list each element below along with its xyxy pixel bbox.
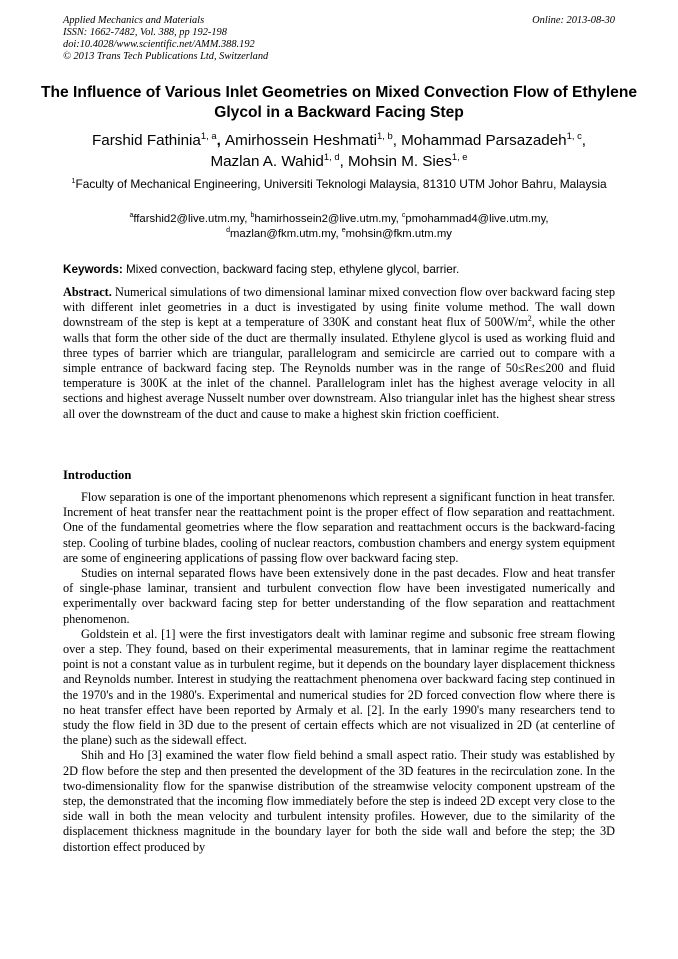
author-affiliation-mark: 1, b <box>376 129 393 141</box>
email-separator: , <box>244 213 251 225</box>
keywords-text: Mixed convection, backward facing step, ethylene glycol, barrier. <box>122 263 460 276</box>
email-mark: a <box>129 212 134 220</box>
paragraph: Goldstein et al. [1] were the first investigators dealt with laminar regime and subsonic free stream flowing over a step. They found, based on their experimental measurements, that in laminar regime the reattachment point is not a constant value as in turbulent regime, but it depends on the boundary layer displacement thickness and Reynolds number. Interest in studying the reattachment phenomena over backward facing step continued in the 1970's and in the 1980's. Experimental and numerical studies for 2D forced convection flow where there is no heat transfer effect have been reported by Armaly et al. [2]. In the early 1990's many researchers tend to study the flow field in 3D due to the present of certain effects which are not visualized in 2D (at centerline of the plane) such as the sidewall effect. <box>63 626 615 748</box>
author-separator: , <box>216 132 226 149</box>
paragraph: Shih and Ho [3] examined the water flow field behind a small aspect ratio. Their study was established by 2D flow before the step and then presented the development of the 3D features in the recirculation zone. In the two-dimensionality flow for the spanwise distribution of the streamwise velocity component upstream of the step, the demonstrated that the incoming flow immediately before the step is indeed 2D except very close to the side wall in both the mean velocity and turbulent intensity profiles. However, due to the similarity of the displacement thickness magnitude in the boundary layer for both the side wall and before the step; the 3D distortion effect produced by <box>63 748 615 854</box>
email-address[interactable]: mohsin@fkm.utm.my <box>345 228 452 240</box>
email-address[interactable]: pmohammad4@live.utm.my, <box>405 213 549 225</box>
author-list <box>40 130 638 172</box>
journal-name: Applied Mechanics and Materials <box>63 15 205 26</box>
author-separator: , <box>581 132 587 149</box>
author-affiliation-mark: 1, e <box>451 150 468 162</box>
paragraph: Studies on internal separated flows have been extensively done in the past decades. Flow and heat transfer of single-phase laminar, transient and turbulent convection flow have been investigated numerically and experimentally over backward facing step for better understanding of the flow separation and reattachment phenomenon. <box>63 566 615 626</box>
email-address[interactable]: hamirhossein2@live.utm.my <box>254 213 396 225</box>
issn-line: ISSN: 1662-7482, Vol. 388, pp 192-198 <box>63 27 227 38</box>
section-heading: Introduction <box>63 468 132 482</box>
email <box>226 228 342 240</box>
online-date: Online: 2013-08-30 <box>532 15 615 26</box>
author-affiliation-mark: 1, c <box>566 129 582 141</box>
abstract-superscript: 2 <box>527 314 532 324</box>
abstract-text: Numerical simulations of two dimensional laminar mixed convection flow over backward facing step with different inlet geometries in a duct is investigated by using finite volume method. The wall down downstream of the step is kept at a temperature of 330K and constant heat flux of 500W/m <box>63 285 615 330</box>
email <box>129 213 250 225</box>
author-separator: , <box>339 153 349 170</box>
keywords-label: Keywords: <box>63 263 123 276</box>
author <box>225 129 402 149</box>
affiliation <box>50 176 628 192</box>
journal-header <box>63 15 615 63</box>
paper-title: The Influence of Various Inlet Geometries on Mixed Convection Flow of Ethylene Glycol in a Backward Facing Step <box>40 84 638 121</box>
author <box>401 129 587 149</box>
email-address[interactable]: mazlan@fkm.utm.my <box>230 228 336 240</box>
email-mark: d <box>226 227 231 235</box>
email <box>402 213 549 225</box>
introduction-body <box>63 490 615 855</box>
copyright-line: © 2013 Trans Tech Publications Ltd, Switzerland <box>63 51 269 62</box>
email-list <box>40 212 638 242</box>
email-mark: e <box>341 227 346 235</box>
abstract-label: Abstract. <box>63 285 112 299</box>
email-address[interactable]: ffarshid2@live.utm.my <box>133 213 245 225</box>
author-name: Amirhossein Heshmati <box>225 132 377 149</box>
author <box>348 150 468 170</box>
author-name: Farshid Fathinia <box>91 132 201 149</box>
affiliation-mark: 1 <box>71 176 76 186</box>
author-separator: , <box>392 132 402 149</box>
author-name: Mohammad Parsazadeh <box>401 132 567 149</box>
abstract <box>63 285 615 422</box>
affiliation-text: Faculty of Mechanical Engineering, Universiti Teknologi Malaysia, 81310 UTM Johor Bahru, Malaysia <box>75 177 607 191</box>
email-separator: , <box>335 228 342 240</box>
author-name: Mohsin M. Sies <box>348 153 452 170</box>
abstract-text: , while the other walls that form the other side of the duct are thermally insulated. Ethylene glycol is used as working fluid and three types of barrier which are triangular, parallelogram and semicircle are carried out to compare with a simple entrance of backward facing step. The Reynolds number was in the range of 50≤Re≤200 and fluid temperature is 300K at the inlet of the channel. Parallelogram inlet has the highest average velocity in all sections and highest average Nusselt number over downstream. Also triangular inlet has the highest shear stress all over the downstream of the duct and cause to make a highest skin friction coefficient. <box>63 315 615 421</box>
author <box>210 150 349 170</box>
keywords <box>63 262 615 278</box>
email-mark: b <box>250 212 255 220</box>
author-affiliation-mark: 1, d <box>323 150 340 162</box>
author-name: Mazlan A. Wahid <box>210 153 324 170</box>
author <box>91 129 226 149</box>
email <box>251 213 402 225</box>
email-separator: , <box>395 213 402 225</box>
email <box>342 228 452 240</box>
paragraph: Flow separation is one of the important phenomenons which represent a significant function in heat transfer. Increment of heat transfer near the reattachment point is the proper effect of flow separation and reattachment. One of the fundamental geometries where the flow separation and reattachment occurs is the backward-facing step. Cooling of turbine blades, cooling of nuclear reactors, combustion chambers and energy system equipment are some of engineering applications of passing flow over backward facing step. <box>63 490 615 565</box>
email-mark: c <box>401 212 406 220</box>
doi-line: doi:10.4028/www.scientific.net/AMM.388.192 <box>63 39 255 50</box>
author-affiliation-mark: 1, a <box>200 129 217 141</box>
